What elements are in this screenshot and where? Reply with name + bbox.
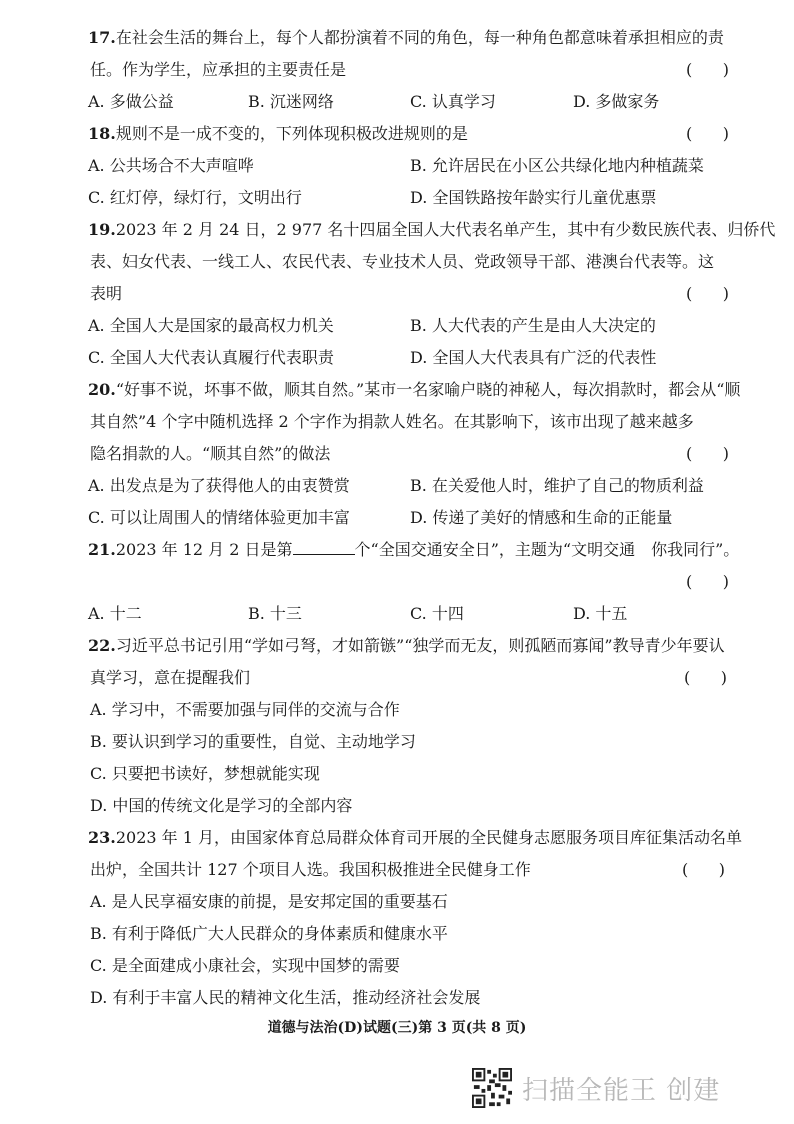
option-a: A. 出发点是为了获得他人的由衷赞赏	[88, 476, 350, 495]
question-stem: 表明	[90, 284, 123, 303]
option-d: D. 全国人大代表具有广泛的代表性	[410, 348, 657, 367]
option-d: D. 全国铁路按年龄实行儿童优惠票	[410, 188, 657, 207]
question-number: 23.	[88, 828, 116, 847]
option-b: B. 允许居民在小区公共绿化地内种植蔬菜	[410, 156, 704, 175]
question-stem: 2023 年 2 月 24 日，2 977 名十四届全国人大代表名单产生，其中有少数民族代表、归侨代	[115, 220, 776, 239]
fill-blank	[293, 534, 355, 555]
option-b: B. 沉迷网络	[248, 92, 334, 111]
option-b: B. 人大代表的产生是由人大决定的	[410, 316, 656, 335]
question-19	[88, 214, 776, 374]
option-c: C. 十四	[410, 604, 464, 623]
question-stem: 任。作为学生，应承担的主要责任是	[90, 60, 347, 79]
camscanner-watermark	[472, 1068, 720, 1108]
answer-paren: ( )	[686, 284, 729, 303]
answer-paren: ( )	[682, 860, 725, 879]
watermark-text: 扫描全能王 创建	[522, 1075, 721, 1106]
option-b: B. 要认识到学习的重要性，自觉、主动地学习	[90, 732, 416, 751]
question-number: 18.	[88, 124, 116, 143]
page-footer: 道德与法治(D)试题(三)第 3 页(共 8 页)	[267, 1020, 527, 1036]
question-stem: 规则不是一成不变的，下列体现积极改进规则的是	[115, 124, 468, 143]
option-b: B. 十三	[248, 604, 302, 623]
question-21	[88, 534, 748, 630]
answer-paren: ( )	[686, 572, 729, 591]
answer-paren: ( )	[686, 444, 729, 463]
question-18	[88, 118, 748, 214]
question-stem: 真学习，意在提醒我们	[90, 668, 251, 687]
answer-paren: ( )	[686, 124, 729, 143]
question-20	[88, 374, 748, 534]
option-c: C. 是全面建成小康社会，实现中国梦的需要	[90, 956, 400, 975]
answer-paren: ( )	[686, 60, 729, 79]
option-d: D. 中国的传统文化是学习的全部内容	[90, 796, 353, 815]
qr-code-icon	[472, 1068, 512, 1108]
option-c: C. 可以让周围人的情绪体验更加丰富	[88, 508, 350, 527]
answer-paren: ( )	[684, 668, 727, 687]
option-d: D. 多做家务	[573, 92, 660, 111]
option-a: A. 多做公益	[88, 92, 174, 111]
question-stem: 隐名捐款的人。“顺其自然”的做法	[90, 444, 331, 463]
option-b: B. 有利于降低广大人民群众的身体素质和健康水平	[90, 924, 448, 943]
option-d: D. 十五	[573, 604, 628, 623]
question-stem: 表、妇女代表、一线工人、农民代表、专业技术人员、党政领导干部、港澳台代表等。这	[90, 252, 715, 271]
option-b: B. 在关爱他人时，维护了自己的物质利益	[410, 476, 704, 495]
question-stem: “好事不说，坏事不做，顺其自然。”某市一名家喻户晓的神秘人，每次捐款时，都会从“顺	[115, 380, 741, 399]
option-c: C. 全国人大代表认真履行代表职责	[88, 348, 334, 367]
option-c: C. 只要把书读好，梦想就能实现	[90, 764, 320, 783]
question-number: 21.	[88, 540, 116, 559]
question-stem: 2023 年 12 月 2 日是第	[115, 540, 293, 559]
question-stem: 其自然”4 个字中随机选择 2 个字作为捐款人姓名。在其影响下，该市出现了越来越多	[90, 412, 694, 431]
question-stem: 出炉，全国共计 127 个项目人选。我国积极推进全民健身工作	[90, 860, 531, 879]
question-number: 20.	[88, 380, 116, 399]
question-stem: 在社会生活的舞台上，每个人都扮演着不同的角色，每一种角色都意味着承担相应的责	[115, 28, 724, 47]
option-a: A. 是人民享福安康的前提，是安邦定国的重要基石	[90, 892, 448, 911]
option-a: A. 学习中，不需要加强与同伴的交流与合作	[90, 700, 400, 719]
option-c: C. 红灯停，绿灯行，文明出行	[88, 188, 302, 207]
question-stem: 个“全国交通安全日”，主题为“文明交通 你我同行”。	[354, 540, 740, 559]
question-number: 22.	[88, 636, 116, 655]
option-d: D. 传递了美好的情感和生命的正能量	[410, 508, 673, 527]
option-c: C. 认真学习	[410, 92, 496, 111]
question-number: 19.	[88, 220, 116, 239]
question-22	[88, 630, 748, 822]
question-23	[88, 822, 748, 1014]
option-a: A. 全国人大是国家的最高权力机关	[88, 316, 334, 335]
option-d: D. 有利于丰富人民的精神文化生活，推动经济社会发展	[90, 988, 481, 1007]
question-stem: 习近平总书记引用“学如弓弩，才如箭镞”“独学而无友，则孤陋而寡闻”教导青少年要认	[115, 636, 725, 655]
option-a: A. 十二	[88, 604, 142, 623]
question-stem: 2023 年 1 月，由国家体育总局群众体育司开展的全民健身志愿服务项目库征集活动名单	[115, 828, 743, 847]
question-17	[88, 22, 748, 118]
question-number: 17.	[88, 28, 116, 47]
option-a: A. 公共场合不大声喧哗	[88, 156, 254, 175]
